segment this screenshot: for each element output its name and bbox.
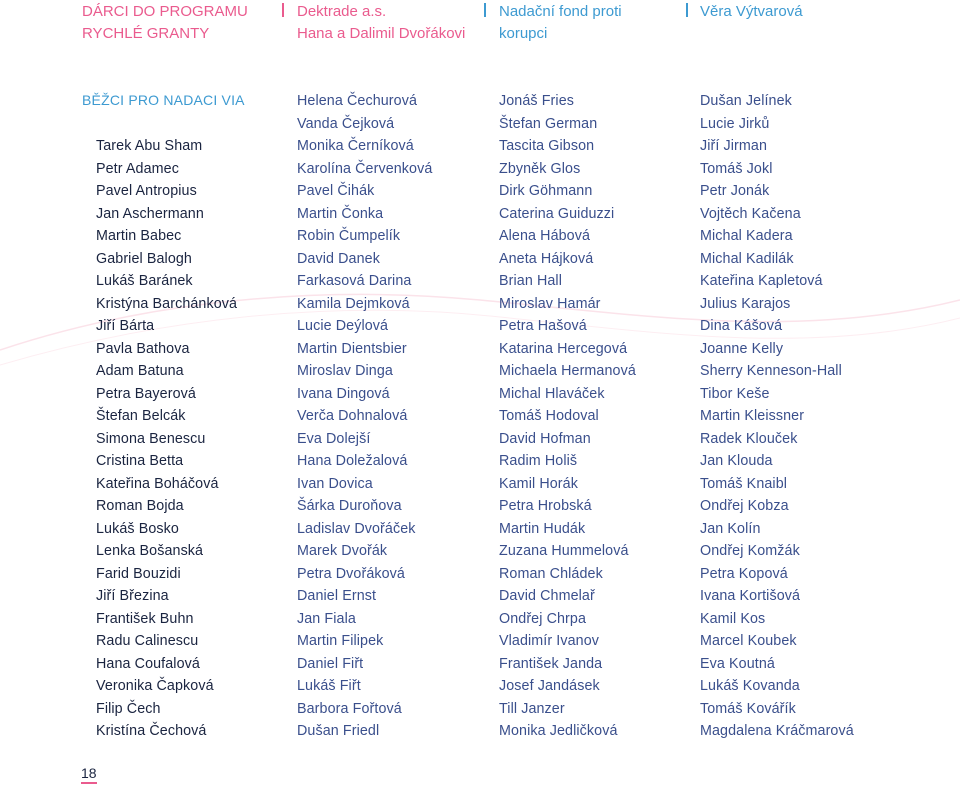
runners-column-4 (700, 90, 854, 743)
runner-name: Jiří Březina (96, 588, 169, 604)
runner-name: Petra Dvořáková (297, 565, 405, 582)
runner-name: Ondřej Komžák (700, 543, 800, 559)
runner-name: Cristina Betta (96, 453, 184, 469)
runner-name: Dušan Friedl (297, 723, 380, 739)
runner-name: Alena Hábová (499, 228, 591, 244)
runner-name: Jan Kolín (700, 520, 761, 537)
runner-name: Aneta Hájková (499, 250, 594, 267)
runner-name: Roman Bojda (96, 498, 184, 514)
runner-name: Caterina Guiduzzi (499, 205, 615, 222)
runner-name: Tomáš Knaibl (700, 475, 788, 492)
runner-name: Vladimír Ivanov (499, 633, 600, 649)
runner-name: Kamil Kos (700, 610, 766, 627)
runner-name: Martin Filipek (297, 633, 384, 649)
runner-name: Farkasová Darina (297, 273, 412, 289)
runner-name: Jan Aschermann (96, 205, 204, 222)
runner-name: Martin Hudák (499, 520, 586, 537)
runner-name: František Buhn (96, 610, 194, 627)
runner-name: Radim Holiš (499, 453, 578, 469)
runner-name: Michal Kadilák (700, 250, 794, 267)
header-donor-fund-line1: Nadační fond proti (499, 3, 622, 20)
page-number: 18 (81, 765, 97, 781)
runner-name: Eva Dolejší (297, 430, 371, 447)
runner-name: Marek Dvořák (297, 543, 388, 559)
runner-name: Petr Adamec (96, 160, 179, 177)
runner-name: Julius Karajos (700, 295, 791, 312)
runner-name: Tibor Keše (700, 385, 770, 402)
runner-name: Tomáš Kovářík (700, 700, 796, 717)
runner-name: Ivana Dingová (297, 385, 390, 402)
runner-name: Tomáš Jokl (700, 160, 773, 177)
runner-name: Gabriel Balogh (96, 250, 192, 267)
runner-name: Katarina Hercegová (499, 340, 628, 357)
header-donor-fund (499, 1, 622, 45)
runner-name: Jiří Jirman (700, 138, 768, 154)
runner-name: Martin Dientsbier (297, 340, 407, 357)
runner-name: Simona Benescu (96, 430, 206, 447)
runner-name: Lukáš Bosko (96, 520, 179, 537)
runner-name: Jan Klouda (700, 453, 773, 469)
runner-name: Monika Jedličková (499, 723, 618, 739)
runner-name: Dirk Göhmann (499, 183, 593, 199)
runner-name: Karolína Červenková (297, 160, 433, 177)
runner-name: Robin Čumpelík (297, 228, 401, 244)
runner-name: Barbora Fořtová (297, 700, 402, 717)
runner-name: Martin Babec (96, 228, 182, 244)
runner-name: Dina Kášová (700, 318, 783, 334)
runner-name: Lukáš Baránek (96, 273, 193, 289)
runner-name: Lucie Deýlová (297, 318, 389, 334)
runner-name: Veronika Čapková (96, 678, 214, 694)
runners-column-1 (96, 135, 237, 743)
runner-name: Miroslav Dinga (297, 363, 393, 379)
runner-name: Ondřej Chrpa (499, 610, 587, 627)
runner-name: Kristína Čechová (96, 723, 207, 739)
runner-name: Tomáš Hodoval (499, 408, 599, 424)
runner-name: Lenka Bošanská (96, 543, 204, 559)
runner-name: Pavel Čihák (297, 183, 375, 199)
runner-name: Michaela Hermanová (499, 363, 636, 379)
runner-name: Josef Jandásek (499, 678, 600, 694)
runner-name: Daniel Ernst (297, 588, 377, 604)
header-donor-vera-line1: Věra Výtvarová (700, 3, 803, 20)
runner-name: Eva Koutná (700, 655, 775, 672)
runner-name: Vojtěch Kačena (700, 205, 801, 222)
runner-name: Brian Hall (499, 273, 562, 289)
runner-name: Kristýna Barchánková (96, 295, 238, 312)
runner-name: Ivana Kortišová (700, 588, 801, 604)
runner-name: Jiří Bárta (96, 318, 155, 334)
runner-name: Magdalena Kráčmarová (700, 723, 854, 739)
runner-name: Kamila Dejmková (297, 295, 410, 312)
runner-name: Miroslav Hamár (499, 295, 601, 312)
runner-name: Pavel Antropius (96, 183, 197, 199)
runner-name: Farid Bouzidi (96, 565, 181, 582)
runners-column-3 (499, 90, 636, 743)
runner-name: Vanda Čejková (297, 115, 395, 132)
runner-name: Lukáš Kovanda (700, 678, 800, 694)
runner-name: Kamil Horák (499, 475, 578, 492)
runner-name: Roman Chládek (499, 565, 603, 582)
runner-name: František Janda (499, 655, 603, 672)
runner-name: Dušan Jelínek (700, 93, 792, 109)
runner-name: Radu Calinescu (96, 633, 199, 649)
runner-name: Petra Hrobská (499, 498, 592, 514)
runner-name: Pavla Bathova (96, 340, 190, 357)
runner-name: Ladislav Dvořáček (297, 520, 416, 537)
runner-name: Radek Klouček (700, 430, 798, 447)
header-donor-program-line1: DÁRCI DO PROGRAMU (82, 3, 248, 20)
runner-name: Hana Doležalová (297, 453, 408, 469)
runner-name: Kateřina Kapletová (700, 273, 823, 289)
runner-name: Zuzana Hummelová (499, 543, 629, 559)
header-donor-program (82, 1, 248, 45)
section-title: BĚŽCI PRO NADACI VIA (82, 92, 245, 108)
runners-column-2 (297, 90, 432, 743)
header-separator (282, 3, 284, 17)
runner-name: Monika Černíková (297, 138, 414, 154)
runner-name: Verča Dohnalová (297, 408, 408, 424)
runner-name: Filip Čech (96, 700, 161, 717)
runner-name: Petra Bayerová (96, 385, 196, 402)
runner-name: Sherry Kenneson-Hall (700, 363, 842, 379)
header-donor-program-line2: RYCHLÉ GRANTY (82, 25, 210, 42)
runner-name: David Chmelař (499, 588, 595, 604)
runner-name: Tarek Abu Sham (96, 138, 203, 154)
runner-name: Ondřej Kobza (700, 498, 789, 514)
header-separator (686, 3, 688, 17)
header-donor-dektrade-line1: Dektrade a.s. (297, 3, 387, 20)
runner-name: Jan Fiala (297, 610, 356, 627)
runner-name: Jonáš Fries (499, 93, 574, 109)
runner-name: Petr Jonák (700, 183, 770, 199)
runner-name: Adam Batuna (96, 363, 184, 379)
runner-name: Tascita Gibson (499, 138, 595, 154)
runner-name: Zbyněk Glos (499, 160, 581, 177)
header-donor-dektrade-line2: Hana a Dalimil Dvořákovi (297, 25, 466, 42)
runner-name: Helena Čechurová (297, 93, 418, 109)
runner-name: Till Janzer (499, 700, 565, 717)
header-donor-vera (700, 1, 803, 23)
runner-name: David Hofman (499, 430, 591, 447)
runner-name: Lukáš Fiřt (297, 678, 361, 694)
runner-name: Petra Hašová (499, 318, 587, 334)
runner-name: Martin Čonka (297, 205, 384, 222)
runner-name: Kateřina Boháčová (96, 475, 219, 492)
runner-name: Petra Kopová (700, 565, 788, 582)
runner-name: Štefan Belcák (96, 408, 186, 424)
header-donor-fund-line2: korupci (499, 25, 548, 42)
runner-name: Michal Hlaváček (499, 385, 605, 402)
runner-name: Šárka Duroňova (297, 498, 402, 514)
runner-name: Martin Kleissner (700, 408, 805, 424)
runner-name: Michal Kadera (700, 228, 793, 244)
runner-name: Hana Coufalová (96, 655, 200, 672)
runner-name: Lucie Jirků (700, 115, 770, 132)
runner-name: David Danek (297, 250, 380, 267)
runner-name: Joanne Kelly (700, 340, 784, 357)
header-separator (484, 3, 486, 17)
runner-name: Ivan Dovica (297, 475, 373, 492)
runner-name: Daniel Fiřt (297, 655, 364, 672)
page-number-underline (81, 782, 97, 784)
runner-name: Štefan German (499, 115, 598, 132)
header-donor-dektrade (297, 1, 465, 45)
runner-name: Marcel Koubek (700, 633, 797, 649)
